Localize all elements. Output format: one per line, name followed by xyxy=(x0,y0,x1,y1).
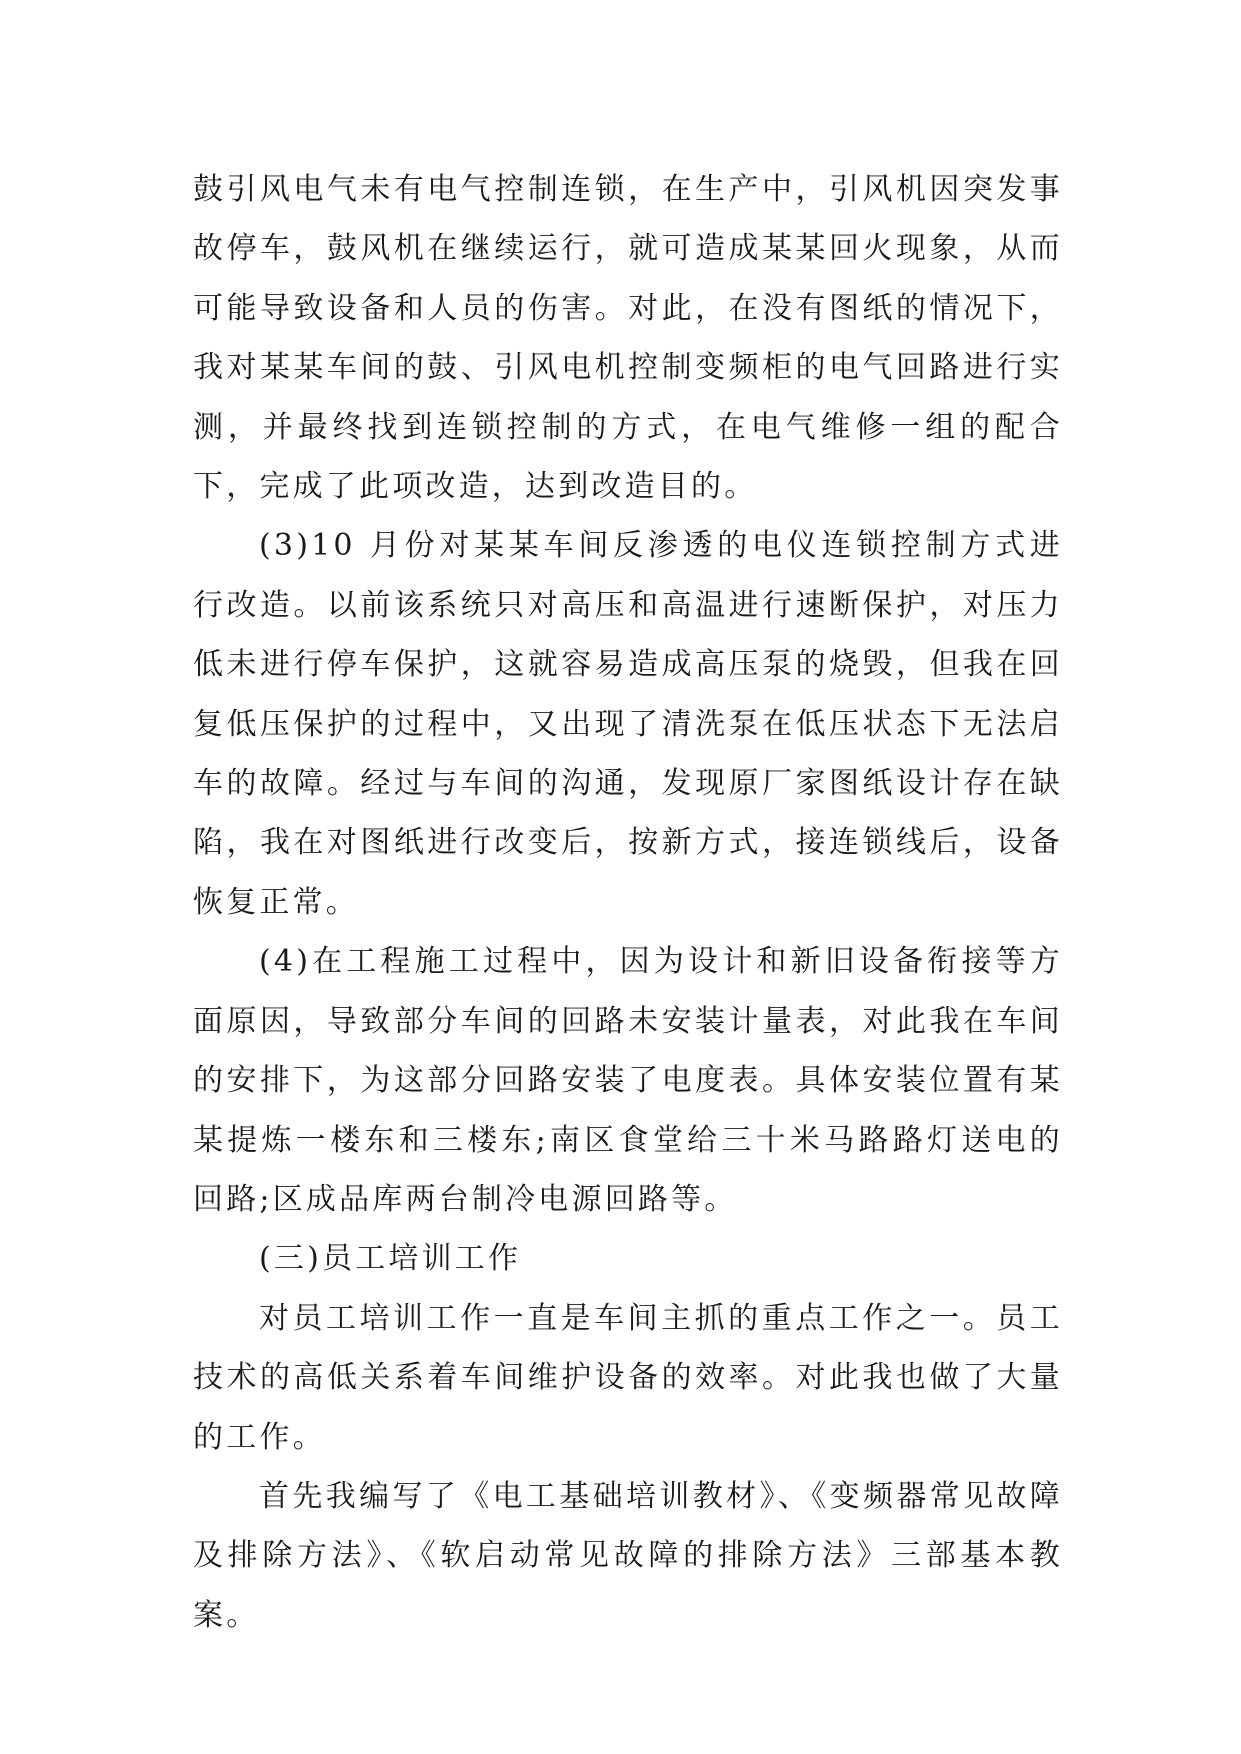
paragraph-item-3: (3)10 月份对某某车间反渗透的电仪连锁控制方式进行改造。以前该系统只对高压和高温进行速断保护，对压力低未进行停车保护，这就容易造成高压泵的烧毁，但我在回复低压保护的过程中，又出现了清洗泵在低压状态下无法启车的故障。经过与车间的沟通，发现原厂家图纸设计存在缺陷，我在对图纸进行改变后，按新方式，接连锁线后，设备恢复正常。 xyxy=(193,528,1063,920)
paragraph-item-4: (4)在工程施工过程中，因为设计和新旧设备衔接等方面原因，导致部分车间的回路未安装计量表，对此我在车间的安排下，为这部分回路安装了电度表。具体安装位置有某某提炼一楼东和三楼东;南区食堂给三十米马路路灯送电的回路;区成品库两台制冷电源回路等。 xyxy=(193,944,1063,1217)
document-body xyxy=(193,160,1063,1645)
section-heading-staff-training: (三)员工培训工作 xyxy=(259,1241,522,1277)
paragraph-training-intro: 对员工培训工作一直是车间主抓的重点工作之一。员工技术的高低关系着车间维护设备的效率。对此我也做了大量的工作。 xyxy=(193,1300,1063,1455)
paragraph-continuation: 鼓引风电气未有电气控制连锁，在生产中，引风机因突发事故停车，鼓风机在继续运行，就可造成某某回火现象，从而可能导致设备和人员的伤害。对此，在没有图纸的情况下，我对某某车间的鼓、引风电机控制变频柜的电气回路进行实测，并最终找到连锁控制的方式，在电气维修一组的配合下，完成了此项改造，达到改造目的。 xyxy=(193,172,1063,505)
paragraph-training-materials: 首先我编写了《电工基础培训教材》、《变频器常见故障及排除方法》、《软启动常见故障的排除方法》三部基本教案。 xyxy=(193,1478,1063,1633)
